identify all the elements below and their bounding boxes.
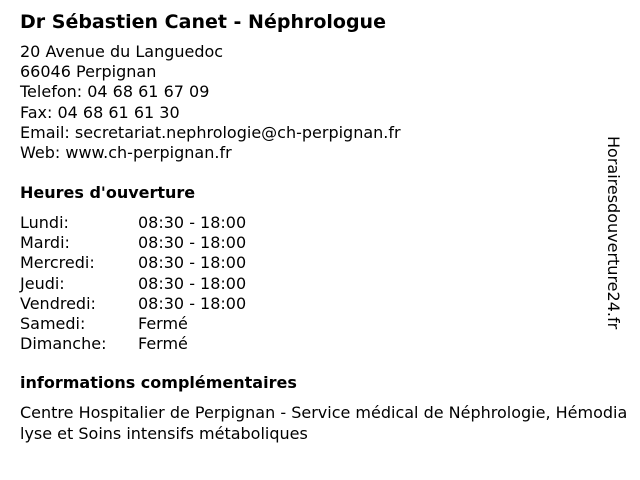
hours-time: 08:30 - 18:00: [138, 273, 247, 293]
hours-row: [20, 314, 246, 334]
extra-info-text: Centre Hospitalier de Perpignan - Service médical de Néphrologie, Hémodialyse et Soins intensifs métaboliques: [20, 403, 628, 443]
page-title: Dr Sébastien Canet - Néphrologue: [20, 11, 386, 33]
hours-row: [20, 274, 246, 294]
phone-line: Telefon: 04 68 61 67 09: [20, 82, 210, 102]
hours-row: [20, 213, 246, 233]
site-watermark: Horairesdouverture24.fr: [604, 136, 623, 330]
hours-row: [20, 294, 246, 314]
fax-line: Fax: 04 68 61 61 30: [20, 102, 180, 122]
hours-table: [20, 213, 246, 354]
hours-day: Vendredi:: [20, 293, 96, 313]
hours-time: Fermé: [138, 334, 188, 354]
hours-day: Lundi:: [20, 213, 69, 232]
contact-info: [20, 42, 401, 163]
email-line: Email: secretariat.nephrologie@ch-perpignan.fr: [20, 122, 401, 142]
hours-time: Fermé: [138, 313, 188, 333]
hours-heading: Heures d'ouverture: [20, 183, 196, 202]
hours-time: 08:30 - 18:00: [138, 213, 247, 232]
hours-day: Jeudi:: [20, 273, 65, 293]
extra-info-heading: informations complémentaires: [20, 373, 297, 392]
hours-day: Mardi:: [20, 233, 70, 253]
address-line-2: 66046 Perpignan: [20, 62, 157, 82]
web-line: Web: www.ch-perpignan.fr: [20, 142, 232, 162]
hours-row: [20, 233, 246, 253]
address-line-1: 20 Avenue du Languedoc: [20, 42, 224, 61]
hours-time: 08:30 - 18:00: [138, 233, 247, 253]
hours-row: [20, 253, 246, 273]
hours-time: 08:30 - 18:00: [138, 293, 247, 313]
hours-day: Mercredi:: [20, 253, 95, 273]
hours-day: Samedi:: [20, 313, 86, 333]
hours-day: Dimanche:: [20, 334, 107, 354]
hours-time: 08:30 - 18:00: [138, 253, 247, 273]
hours-row: [20, 334, 246, 354]
